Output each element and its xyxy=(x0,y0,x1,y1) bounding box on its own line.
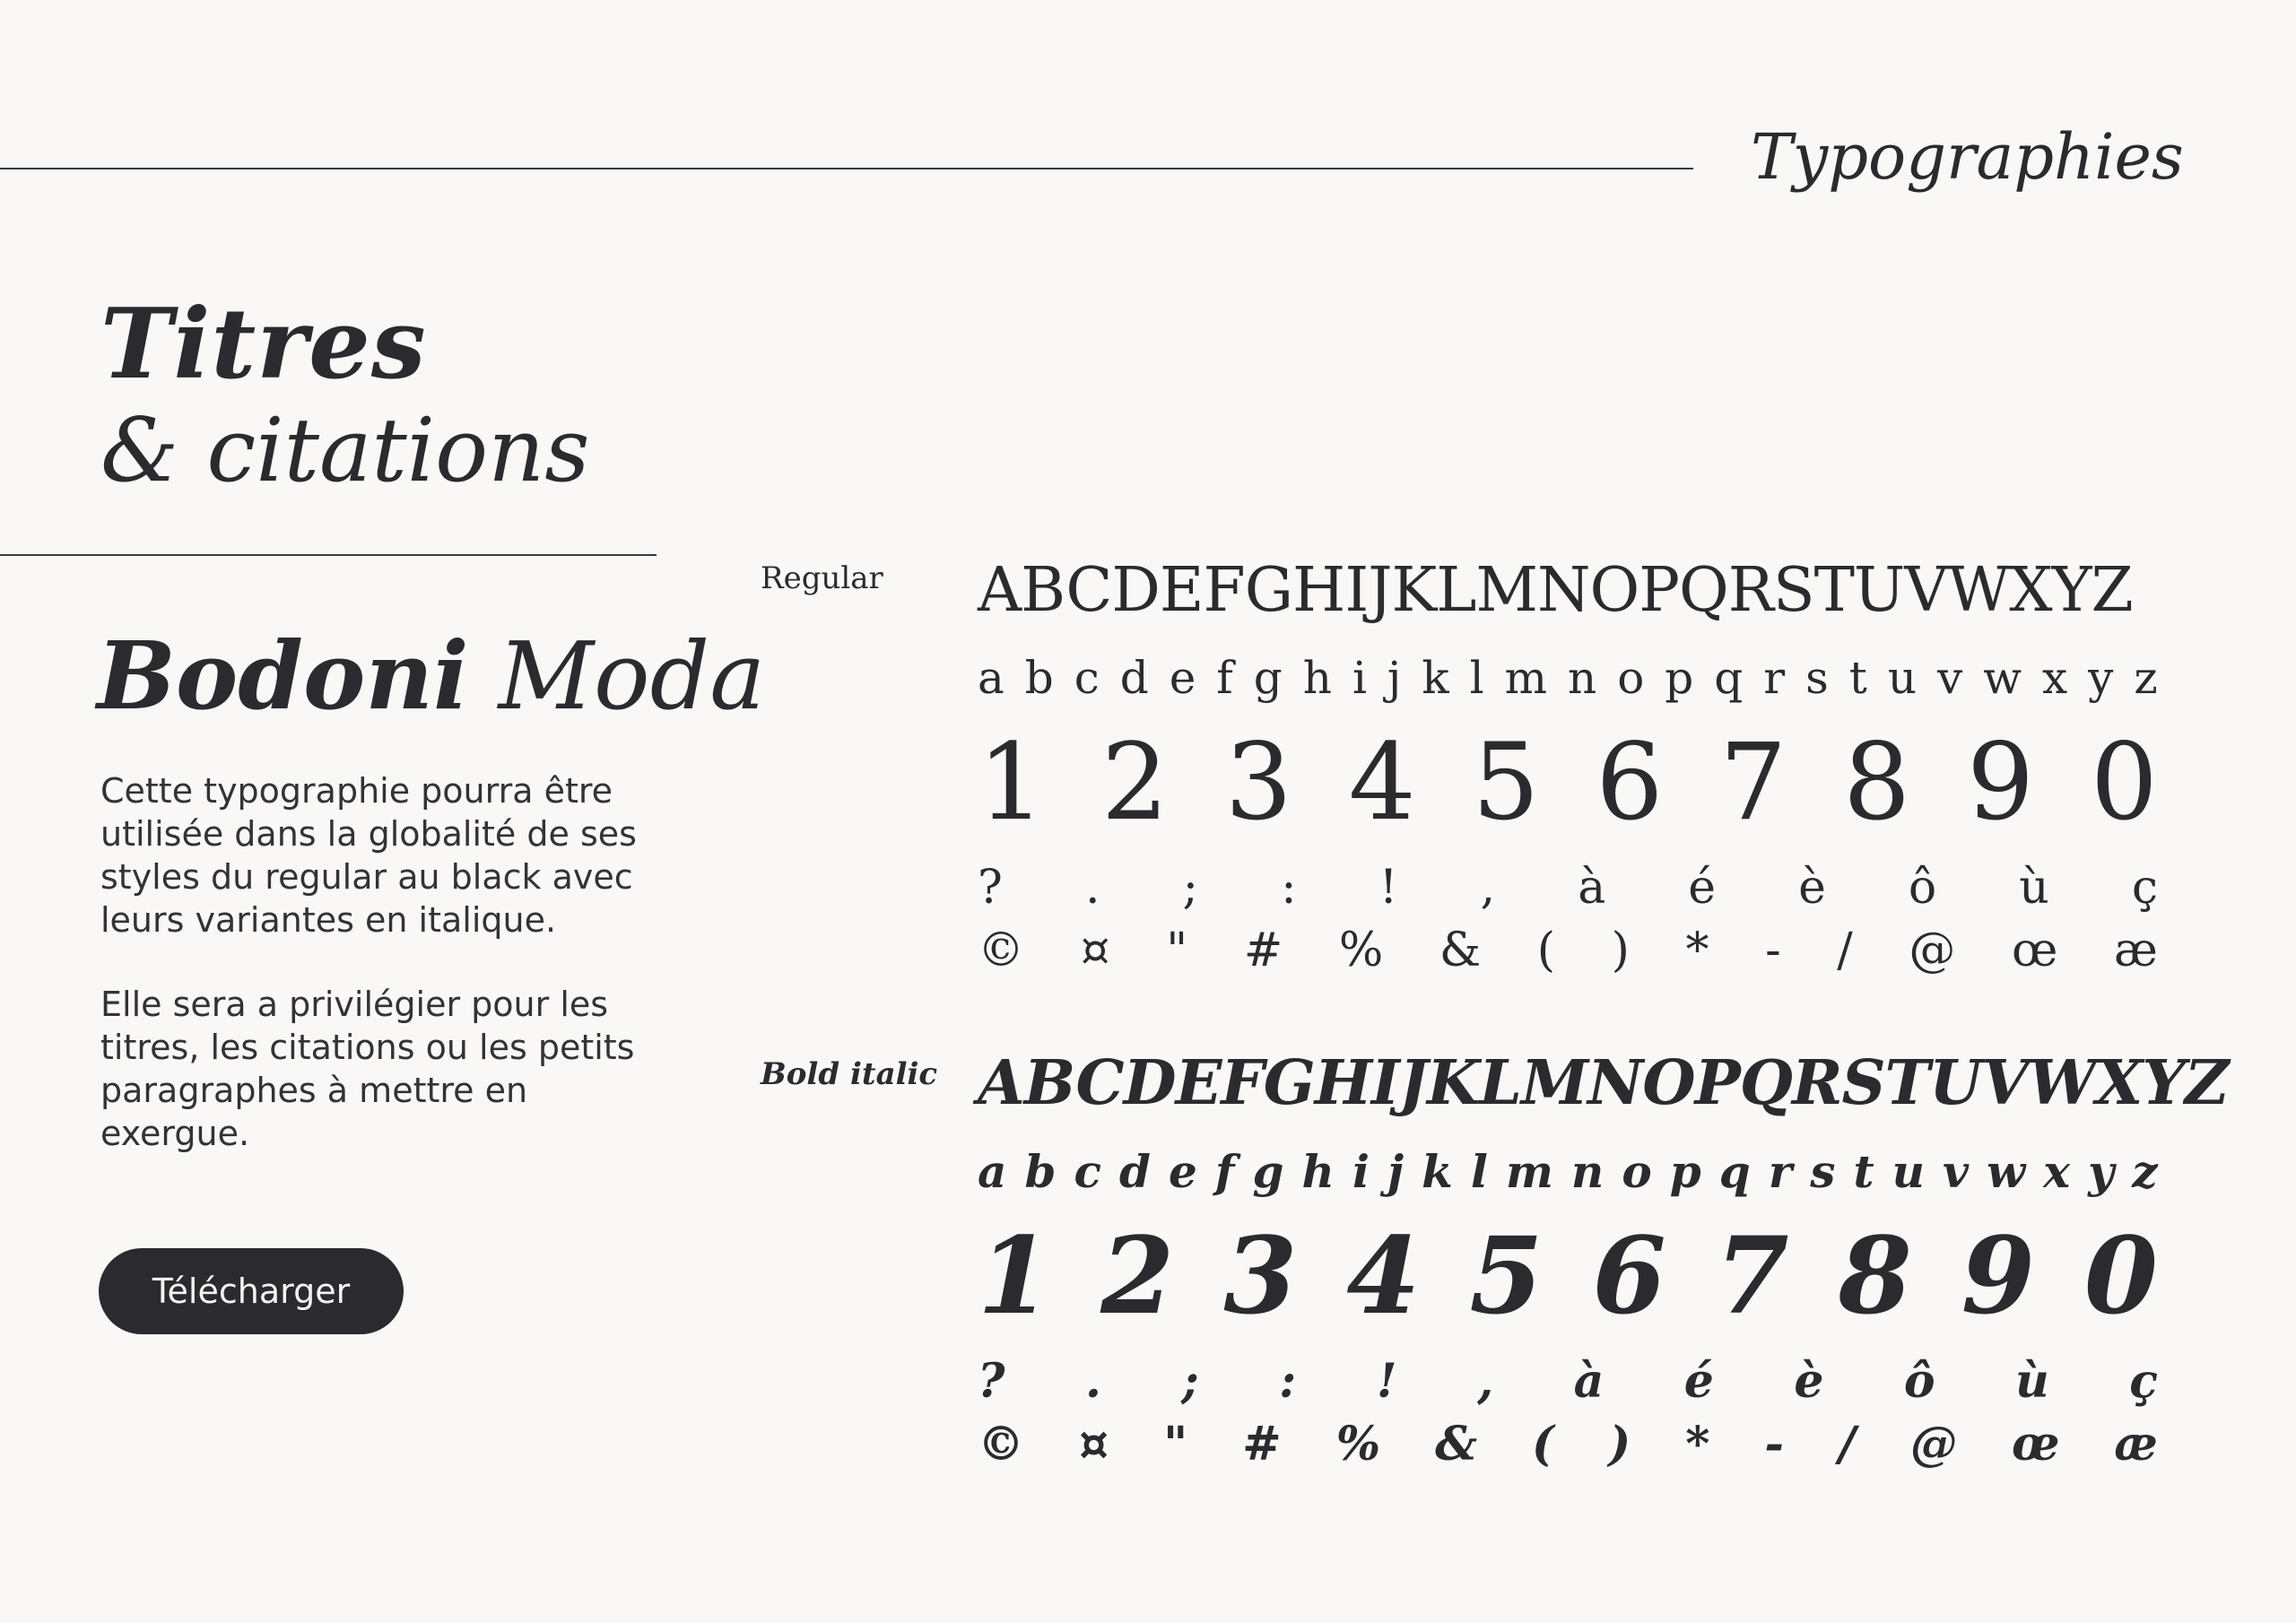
glyph: 5 xyxy=(1472,720,1540,844)
glyph: ? xyxy=(978,1353,1005,1409)
glyph: * xyxy=(1685,924,1709,977)
glyph: é xyxy=(1683,1353,1714,1409)
glyph: s xyxy=(1805,652,1829,704)
glyph: f xyxy=(1216,652,1233,704)
glyph: ? xyxy=(978,861,1003,915)
glyph: % xyxy=(1335,1416,1381,1471)
glyph: a xyxy=(978,1144,1007,1198)
glyph: à xyxy=(1578,861,1606,915)
glyph: œ xyxy=(2011,924,2058,977)
page-heading xyxy=(100,288,590,502)
glyph: y xyxy=(2088,1144,2115,1198)
glyph: @ xyxy=(1909,924,1956,977)
glyph: 2 xyxy=(1100,1212,1175,1338)
glyph: 9 xyxy=(1961,1212,2035,1338)
glyph: ô xyxy=(1908,861,1937,915)
glyph: ( xyxy=(1536,924,1556,977)
glyph: ( xyxy=(1532,1416,1554,1471)
glyph: x xyxy=(2042,652,2068,704)
glyph: u xyxy=(1892,1144,1925,1198)
glyph: b xyxy=(1024,652,1054,704)
specimen-regular xyxy=(978,549,2158,977)
glyph: , xyxy=(1480,861,1496,915)
glyph: : xyxy=(1279,1353,1297,1409)
description-paragraph-2: Elle sera a privilégier pour les titres, les citations ou les petits paragraphes à mettre en exergue. xyxy=(100,985,635,1153)
glyph: 6 xyxy=(1592,1212,1666,1338)
download-button[interactable]: Télécharger xyxy=(99,1248,404,1334)
glyph: ) xyxy=(1608,1416,1631,1471)
glyph: w xyxy=(1987,1144,2026,1198)
glyph: / xyxy=(1839,1416,1856,1471)
glyph: : xyxy=(1281,861,1297,915)
glyph: é xyxy=(1688,861,1717,915)
glyph: à xyxy=(1573,1353,1605,1409)
accents-row xyxy=(978,1345,2158,1417)
glyph: , xyxy=(1477,1353,1494,1409)
heading-line-2: & citations xyxy=(100,400,590,502)
uppercase-letters: ABCDEFGHIJKLMNOPQRSTUVWXYZ xyxy=(978,554,2133,626)
font-name xyxy=(97,621,766,731)
glyph: 3 xyxy=(1223,1212,1298,1338)
glyph: o xyxy=(1617,652,1645,704)
glyph: ! xyxy=(1376,1353,1397,1409)
glyph: . xyxy=(1084,861,1100,915)
glyph: ¤ xyxy=(1080,924,1110,977)
glyph: k xyxy=(1422,1144,1453,1198)
glyph: ; xyxy=(1182,861,1199,915)
uppercase-letters: ABCDEFGHIJKLMNOPQRSTUVWXYZ xyxy=(978,1047,2229,1119)
glyph: i xyxy=(1352,652,1367,704)
glyph: & xyxy=(1435,1416,1478,1471)
glyph: x xyxy=(2043,1144,2071,1198)
glyph: - xyxy=(1764,1416,1785,1471)
glyph: 1 xyxy=(978,1212,1052,1338)
glyph: 0 xyxy=(2083,1212,2158,1338)
glyph: 5 xyxy=(1469,1212,1544,1338)
glyph: m xyxy=(1505,1144,1553,1198)
glyph: j xyxy=(1387,1144,1405,1198)
glyph: c xyxy=(1074,1144,1101,1198)
glyph: 7 xyxy=(1719,720,1787,844)
glyph: t xyxy=(1853,1144,1874,1198)
glyph: ! xyxy=(1378,861,1398,915)
glyph: ) xyxy=(1611,924,1630,977)
glyph: c xyxy=(1074,652,1100,704)
glyph: n xyxy=(1570,1144,1605,1198)
glyph: 4 xyxy=(1346,1212,1421,1338)
glyph: p xyxy=(1669,1144,1701,1198)
glyph: 0 xyxy=(2090,720,2158,844)
glyph: ç xyxy=(2129,1353,2158,1409)
glyph: m xyxy=(1504,652,1548,704)
glyph: æ xyxy=(2114,1416,2158,1471)
glyph: h xyxy=(1301,1144,1335,1198)
glyph: - xyxy=(1765,924,1781,977)
glyph: z xyxy=(2132,1144,2158,1198)
glyph: q xyxy=(1718,1144,1751,1198)
glyph: v xyxy=(1937,652,1963,704)
glyph: 2 xyxy=(1100,720,1169,844)
font-name-bold: Bodoni xyxy=(97,621,469,731)
glyph: l xyxy=(1469,652,1484,704)
glyph: 8 xyxy=(1843,720,1911,844)
glyph: ô xyxy=(1903,1353,1935,1409)
description-paragraph-1: Cette typographie pourra être utilisée dans la globalité de ses styles du regular au black avec leurs variantes en italique. xyxy=(100,771,637,940)
glyph: © xyxy=(978,924,1024,977)
glyph: p xyxy=(1665,652,1694,704)
numbers-row xyxy=(978,1212,2158,1338)
glyph: 7 xyxy=(1715,1212,1789,1338)
glyph: v xyxy=(1943,1144,1970,1198)
specimen-bold-italic xyxy=(978,1042,2229,1471)
glyph: d xyxy=(1119,652,1149,704)
style-label-bold-italic: Bold italic xyxy=(761,1056,938,1092)
glyph: i xyxy=(1352,1144,1370,1198)
glyph: 1 xyxy=(978,720,1046,844)
glyph: t xyxy=(1848,652,1867,704)
glyph: b xyxy=(1024,1144,1057,1198)
glyph: / xyxy=(1837,924,1853,977)
glyph: e xyxy=(1169,1144,1197,1198)
top-divider xyxy=(0,168,1693,169)
heading-line-1: Titres xyxy=(100,288,427,401)
glyph: l xyxy=(1470,1144,1488,1198)
lowercase-row xyxy=(978,631,2158,725)
symbols-row xyxy=(978,924,2158,977)
glyph: " xyxy=(1166,924,1188,977)
glyph: 6 xyxy=(1596,720,1664,844)
glyph: æ xyxy=(2113,924,2158,977)
glyph: . xyxy=(1084,1353,1102,1409)
glyph: w xyxy=(1983,652,2022,704)
glyph: z xyxy=(2134,652,2158,704)
glyph: u xyxy=(1887,652,1918,704)
glyph: ç xyxy=(2131,861,2158,915)
accents-row xyxy=(978,852,2158,924)
lowercase-row xyxy=(978,1124,2158,1218)
glyph: © xyxy=(978,1416,1024,1471)
glyph: q xyxy=(1714,652,1744,704)
glyph: n xyxy=(1568,652,1597,704)
glyph: è xyxy=(1798,861,1826,915)
glyph: ù xyxy=(2019,861,2049,915)
glyph: d xyxy=(1119,1144,1151,1198)
glyph: k xyxy=(1422,652,1449,704)
glyph: ¤ xyxy=(1078,1416,1109,1471)
font-name-italic: Moda xyxy=(498,621,766,731)
glyph: r xyxy=(1763,652,1786,704)
glyph: ; xyxy=(1181,1353,1199,1409)
glyph: & xyxy=(1439,924,1482,977)
glyph: f xyxy=(1214,1144,1235,1198)
glyph: # xyxy=(1242,1416,1282,1471)
glyph: r xyxy=(1768,1144,1793,1198)
glyph: s xyxy=(1810,1144,1836,1198)
glyph: 3 xyxy=(1224,720,1292,844)
uppercase-row xyxy=(978,1042,2229,1124)
glyph: 8 xyxy=(1838,1212,1912,1338)
glyph: # xyxy=(1243,924,1283,977)
glyph: œ xyxy=(2011,1416,2060,1471)
glyph: 9 xyxy=(1967,720,2035,844)
font-description xyxy=(100,769,674,1196)
glyph: h xyxy=(1302,652,1332,704)
symbols-row xyxy=(978,1417,2158,1471)
glyph: o xyxy=(1622,1144,1652,1198)
style-label-regular: Regular xyxy=(761,560,883,596)
glyph: j xyxy=(1387,652,1402,704)
glyph: ù xyxy=(2015,1353,2049,1409)
glyph: g xyxy=(1253,652,1283,704)
glyph: * xyxy=(1685,1416,1710,1471)
glyph: y xyxy=(2088,652,2114,704)
glyph: e xyxy=(1169,652,1196,704)
glyph: @ xyxy=(1909,1416,1957,1471)
glyph: % xyxy=(1338,924,1384,977)
uppercase-row xyxy=(978,549,2158,631)
heading-divider xyxy=(0,554,657,556)
numbers-row xyxy=(978,720,2158,844)
glyph: " xyxy=(1163,1416,1188,1471)
glyph: 4 xyxy=(1348,720,1416,844)
glyph: a xyxy=(978,652,1004,704)
glyph: è xyxy=(1794,1353,1824,1409)
section-title: Typographies xyxy=(1751,120,2184,194)
glyph: g xyxy=(1252,1144,1284,1198)
